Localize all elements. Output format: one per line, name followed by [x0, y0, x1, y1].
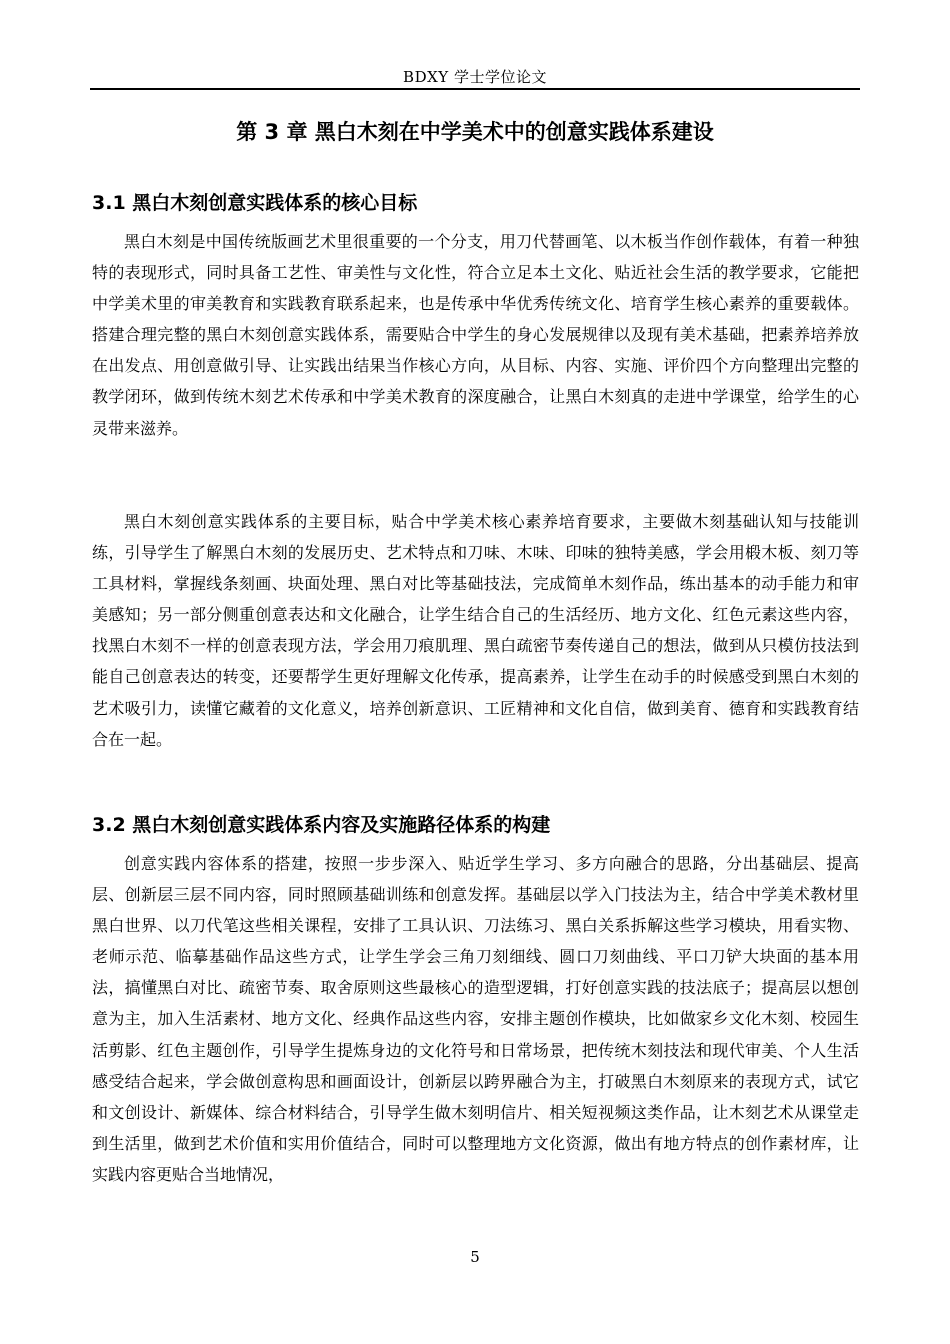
running-header: BDXY 学士学位论文 — [403, 68, 547, 86]
header-divider — [90, 88, 860, 90]
section-heading-3-1: 3.1 黑白木刻创意实践体系的核心目标 — [92, 192, 418, 214]
section-heading-3-2: 3.2 黑白木刻创意实践体系内容及实施路径体系的构建 — [92, 814, 551, 836]
paragraph: 黑白木刻创意实践体系的主要目标，贴合中学美术核心素养培育要求，主要做木刻基础认知与技能训练，引导学生了解黑白木刻的发展历史、艺术特点和刀味、木味、印味的独特美感，学会用椴木板、刻刀等工具材料，掌握线条刻画、块面处理、黑白对比等基础技法，完成简单木刻作品，练出基本的动手能力和审美感知；另一部分侧重创意表达和文化融合，让学生结合自己的生活经历、地方文化、红色元素这些内容，找黑白木刻不一样的创意表现方法，学会用刀痕肌理、黑白疏密节奏传递自己的想法，做到从只模仿技法到能自己创意表达的转变，还要帮学生更好理解文化传承，提高素养，让学生在动手的时候感受到黑白木刻的艺术吸引力，读懂它藏着的文化意义，培养创新意识、工匠精神和文化自信，做到美育、德育和实践教育结合在一起。 — [92, 512, 859, 749]
paragraph: 黑白木刻是中国传统版画艺术里很重要的一个分支，用刀代替画笔、以木板当作创作载体，有着一种独特的表现形式，同时具备工艺性、审美性与文化性，符合立足本土文化、贴近社会生活的教学要求，它能把中学美术里的审美教育和实践教育联系起来，也是传承中华优秀传统文化、培育学生核心素养的重要载体。搭建合理完整的黑白木刻创意实践体系，需要贴合中学生的身心发展规律以及现有美术基础，把素养培养放在出发点、用创意做引导、让实践出结果当作核心方向，从目标、内容、实施、评价四个方向整理出完整的教学闭环，做到传统木刻艺术传承和中学美术教育的深度融合，让黑白木刻真的走进中学课堂，给学生的心灵带来滋养。 — [92, 232, 859, 438]
page-number: 5 — [470, 1248, 480, 1266]
paragraph: 创意实践内容体系的搭建，按照一步步深入、贴近学生学习、多方向融合的思路，分出基础层、提高层、创新层三层不同内容，同时照顾基础训练和创意发挥。基础层以学入门技法为主，结合中学美术教材里黑白世界、以刀代笔这些相关课程，安排了工具认识、刀法练习、黑白关系拆解这些学习模块，用看实物、老师示范、临摹基础作品这些方式，让学生学会三角刀刻细线、圆口刀刻曲线、平口刀铲大块面的基本用法，搞懂黑白对比、疏密节奏、取舍原则这些最核心的造型逻辑，打好创意实践的技法底子；提高层以想创意为主，加入生活素材、地方文化、经典作品这些内容，安排主题创作模块，比如做家乡文化木刻、校园生活剪影、红色主题创作，引导学生提炼身边的文化符号和日常场景，把传统木刻技法和现代审美、个人生活感受结合起来，学会做创意构思和画面设计，创新层以跨界融合为主，打破黑白木刻原来的表现方式，试它和文创设计、新媒体、综合材料结合，引导学生做木刻明信片、相关短视频这类作品，让木刻艺术从课堂走到生活里，做到艺术价值和实用价值结合，同时可以整理地方文化资源，做出有地方特点的创作素材库，让实践内容更贴合当地情况， — [92, 854, 859, 1184]
chapter-title: 第 3 章 黑白木刻在中学美术中的创意实践体系建设 — [236, 120, 714, 144]
